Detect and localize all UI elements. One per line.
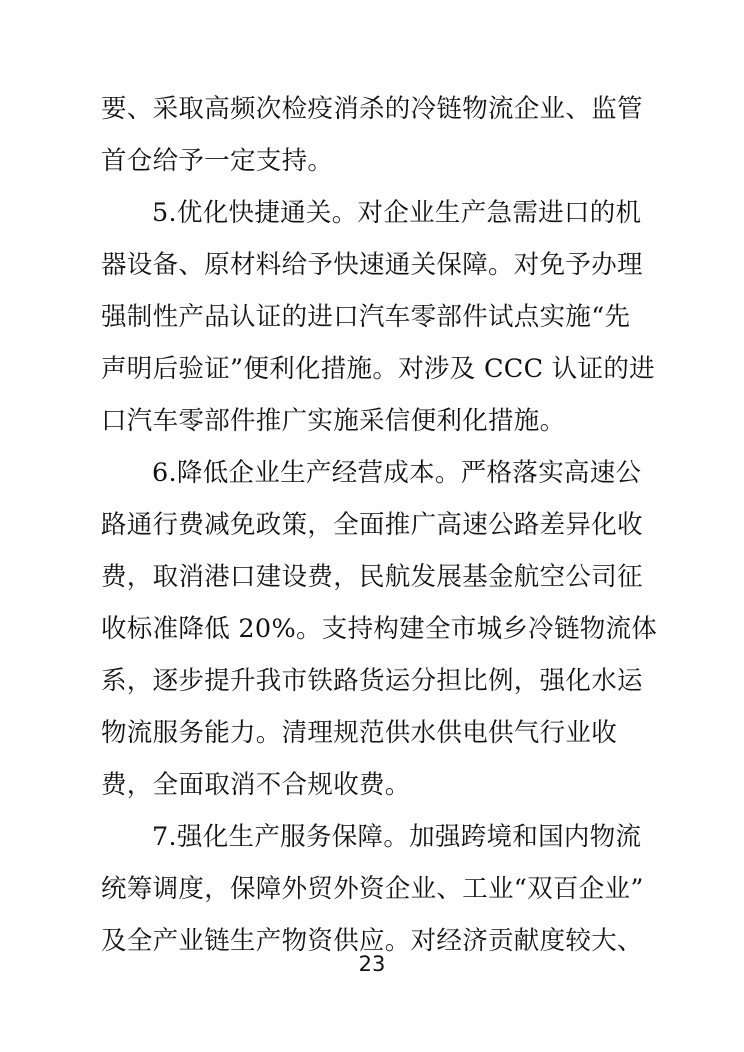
paragraph-line: 器设备、原材料给予快速通关保障。对免予办理 bbox=[101, 250, 643, 280]
paragraph-line: 6.降低企业生产经营成本。严格落实高速公 bbox=[152, 458, 642, 488]
paragraph-line: 5.优化快捷通关。对企业生产急需进口的机 bbox=[152, 198, 642, 228]
paragraph-line: 费，全面取消不合规收费。 bbox=[101, 770, 411, 800]
page-number: 23 bbox=[358, 952, 386, 976]
paragraph-line: 收标准降低 20%。支持构建全市城乡冷链物流体 bbox=[101, 614, 658, 644]
paragraph-line: 声明后验证”便利化措施。对涉及 CCC 认证的进 bbox=[101, 354, 655, 384]
paragraph-line: 物流服务能力。清理规范供水供电供气行业收 bbox=[101, 718, 618, 748]
paragraph-line: 口汽车零部件推广实施采信便利化措施。 bbox=[101, 406, 566, 436]
paragraph-line: 强制性产品认证的进口汽车零部件试点实施“先 bbox=[101, 302, 631, 332]
paragraph-line: 首仓给予一定支持。 bbox=[101, 146, 334, 176]
paragraph-line: 7.强化生产服务保障。加强跨境和国内物流 bbox=[152, 822, 642, 852]
paragraph-line: 要、采取高频次检疫消杀的冷链物流企业、监管 bbox=[101, 94, 643, 124]
paragraph-line: 统筹调度，保障外贸外资企业、工业“双百企业” bbox=[101, 874, 644, 904]
paragraph-line: 系，逐步提升我市铁路货运分担比例，强化水运 bbox=[101, 666, 643, 696]
paragraph-line: 及全产业链生产物资供应。对经济贡献度较大、 bbox=[101, 926, 643, 956]
paragraph-line: 路通行费减免政策，全面推广高速公路差异化收 bbox=[101, 510, 643, 540]
paragraph-line: 费，取消港口建设费，民航发展基金航空公司征 bbox=[101, 562, 643, 592]
